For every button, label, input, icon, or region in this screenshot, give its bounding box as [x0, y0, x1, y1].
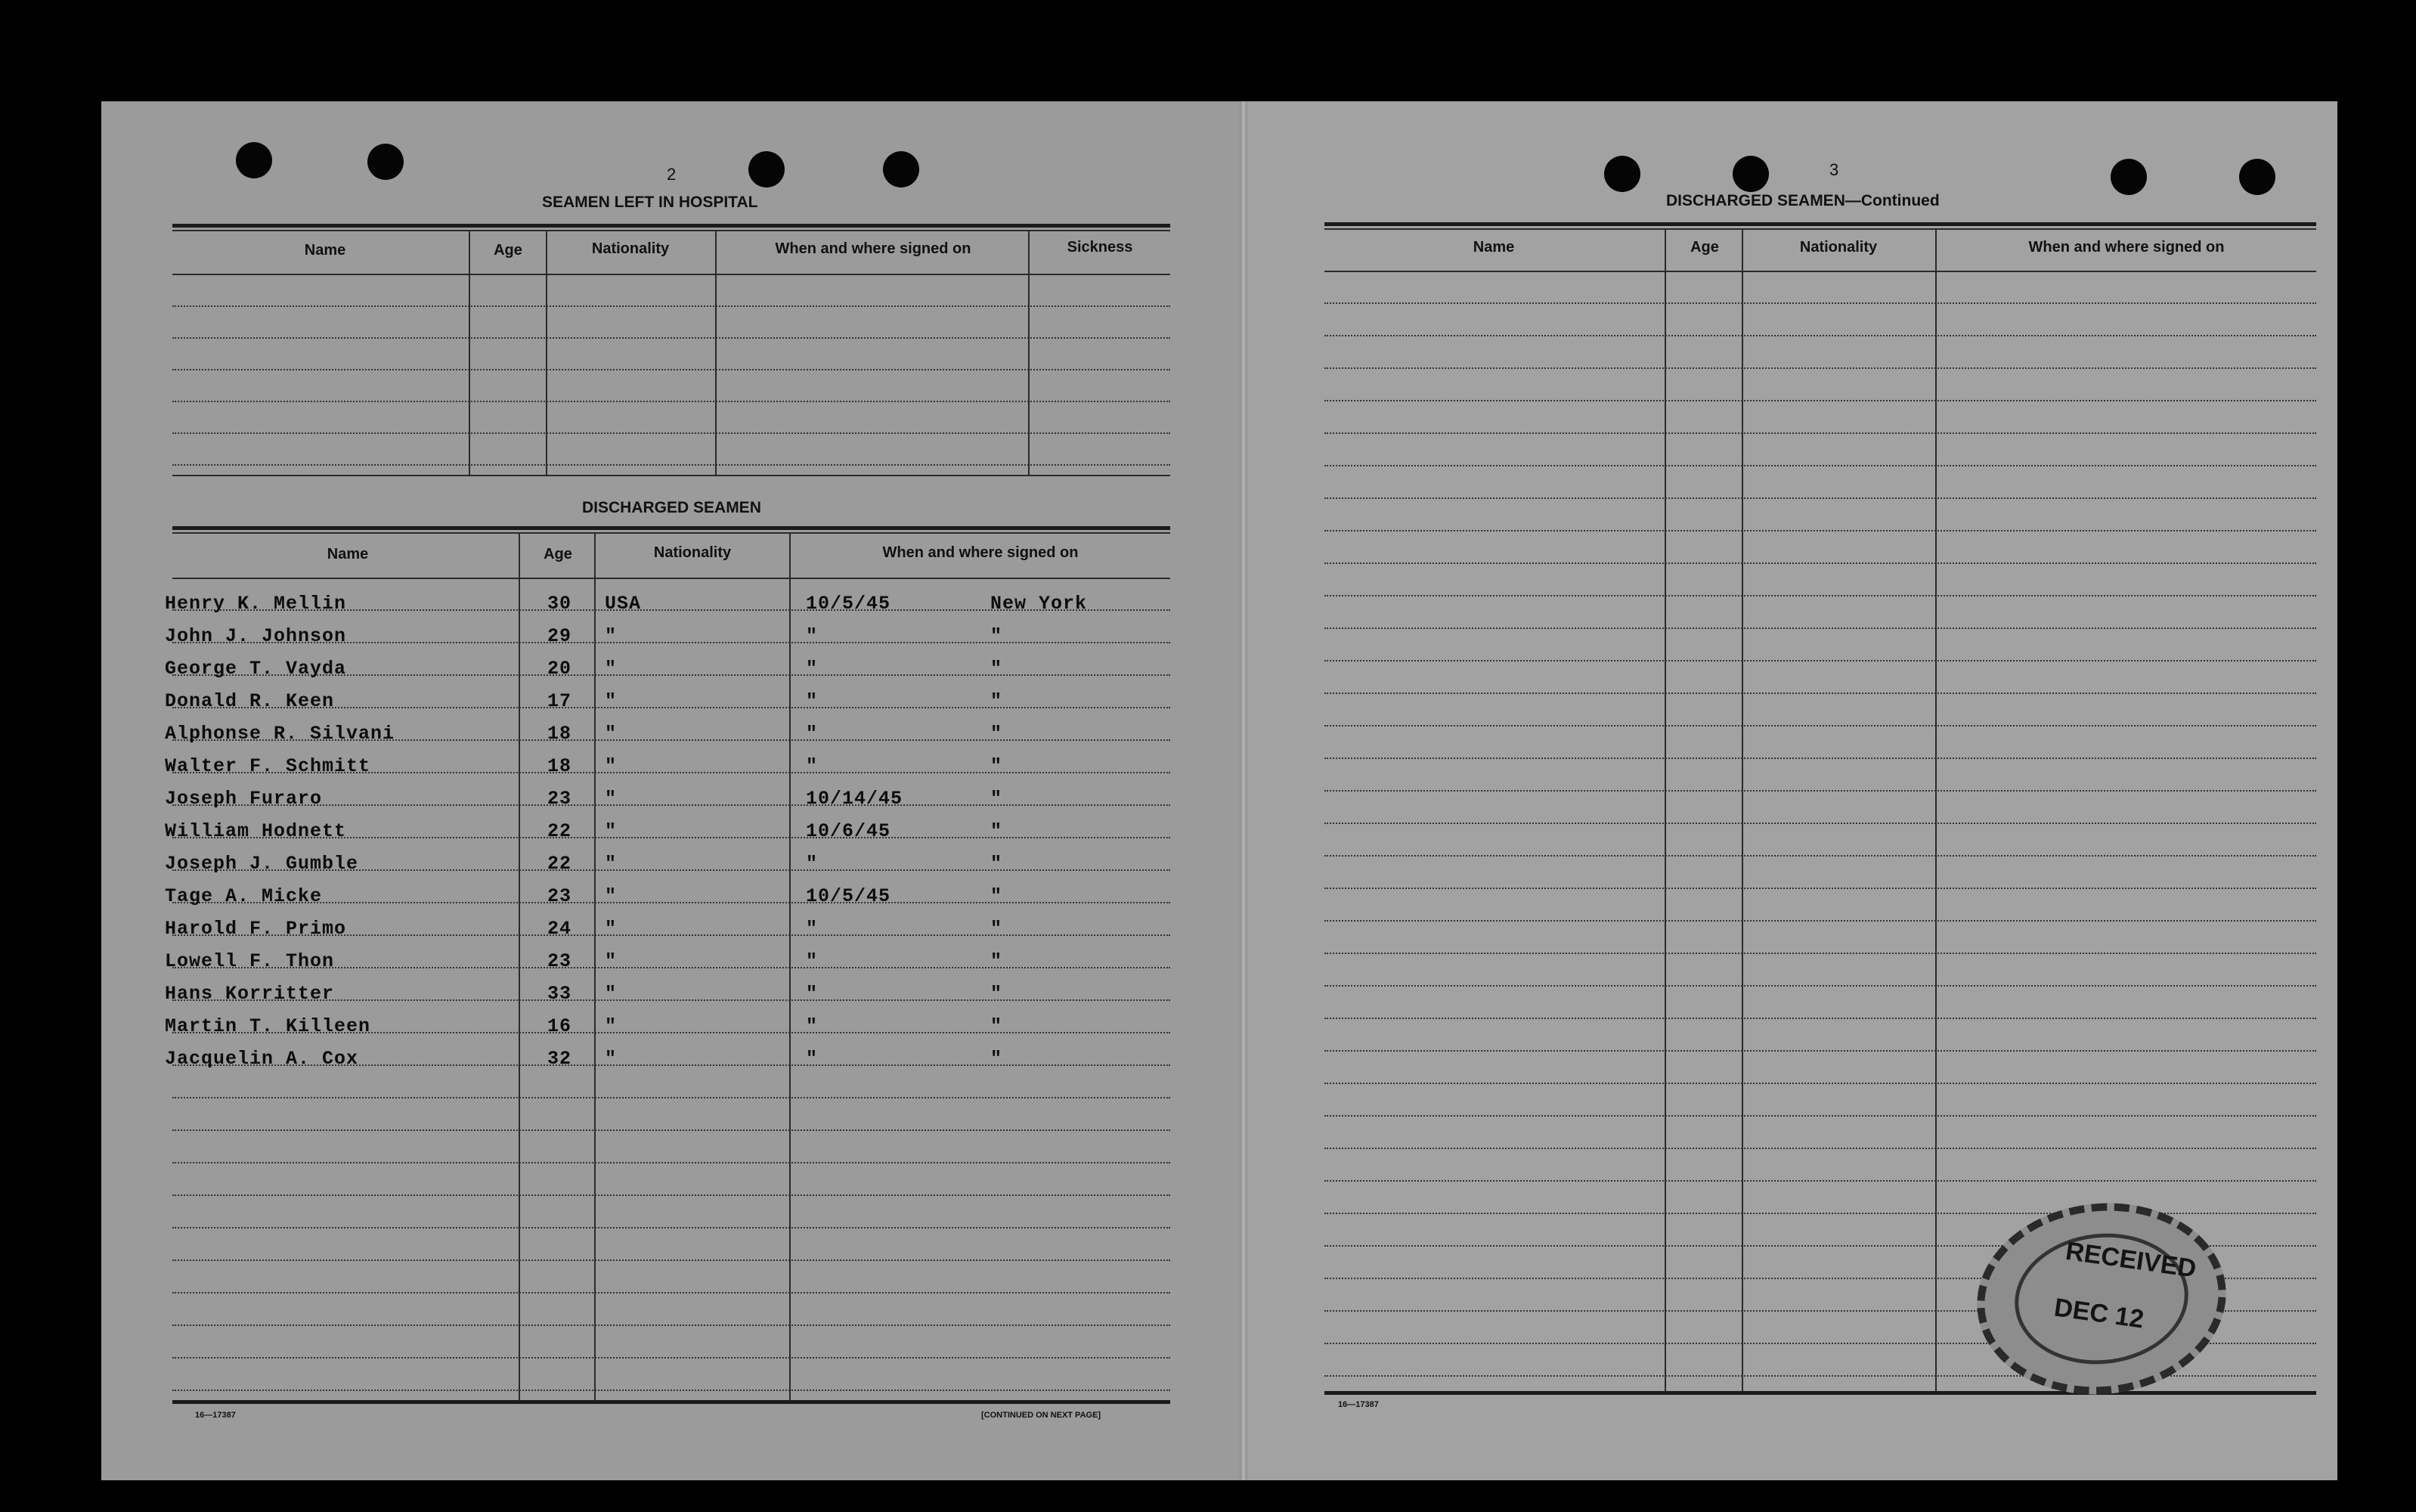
signed-on-date: " [806, 723, 819, 745]
seaman-age: 23 [547, 885, 572, 907]
seaman-nationality: USA [605, 593, 642, 615]
seaman-nationality: " [605, 755, 618, 777]
seaman-name: Alphonse R. Silvani [165, 723, 395, 745]
table-rule [172, 224, 1170, 228]
stamp-word: RECEIVED [2064, 1236, 2198, 1284]
seaman-name: Harold F. Primo [165, 918, 347, 940]
continued-section-title: DISCHARGED SEAMEN—Continued [1666, 192, 1940, 209]
seaman-name: George T. Vayda [165, 658, 347, 680]
seaman-age: 32 [547, 1048, 572, 1070]
seaman-nationality: " [605, 820, 618, 842]
seaman-age: 18 [547, 755, 572, 777]
seaman-nationality: " [605, 690, 618, 712]
signed-on-date: 10/14/45 [806, 788, 903, 810]
seaman-age: 22 [547, 853, 572, 875]
column-header-name: Name [304, 242, 346, 259]
signed-on-place: " [990, 983, 1003, 1005]
table-rule [1324, 222, 2316, 226]
signed-on-place: " [990, 820, 1003, 842]
seaman-nationality: " [605, 983, 618, 1005]
seaman-age: 20 [547, 658, 572, 680]
seaman-age: 29 [547, 625, 572, 647]
punch-hole [2111, 159, 2147, 195]
continued-note: [CONTINUED ON NEXT PAGE] [981, 1411, 1101, 1420]
discharged-section-title: DISCHARGED SEAMEN [582, 499, 761, 516]
seaman-age: 23 [547, 950, 572, 972]
punch-hole [2239, 159, 2275, 195]
page-number: 2 [667, 165, 677, 184]
center-fold [1240, 101, 1247, 1480]
seaman-nationality: " [605, 918, 618, 940]
signed-on-date: " [806, 755, 819, 777]
signed-on-place: " [990, 885, 1003, 907]
seaman-name: Lowell F. Thon [165, 950, 335, 972]
signed-on-place: " [990, 1015, 1003, 1037]
signed-on-date: " [806, 853, 819, 875]
punch-hole [883, 151, 919, 187]
seaman-name: Walter F. Schmitt [165, 755, 371, 777]
seaman-age: 22 [547, 820, 572, 842]
seaman-nationality: " [605, 625, 618, 647]
signed-on-date: " [806, 690, 819, 712]
seaman-nationality: " [605, 658, 618, 680]
signed-on-date: " [806, 950, 819, 972]
seaman-age: 23 [547, 788, 572, 810]
punch-hole [367, 144, 404, 180]
column-header-name: Name [1473, 239, 1515, 256]
seaman-nationality: " [605, 950, 618, 972]
signed-on-date: " [806, 1015, 819, 1037]
seaman-name: Henry K. Mellin [165, 593, 347, 615]
punch-hole [236, 142, 272, 178]
seaman-name: Donald R. Keen [165, 690, 335, 712]
column-header-nationality: Nationality [653, 544, 732, 561]
seaman-age: 33 [547, 983, 572, 1005]
column-header-nationality: Nationality [591, 240, 670, 257]
column-header-age: Age [494, 242, 522, 259]
signed-on-date: 10/5/45 [806, 593, 891, 615]
seaman-age: 18 [547, 723, 572, 745]
signed-on-place: " [990, 1048, 1003, 1070]
signed-on-place: " [990, 625, 1003, 647]
column-header-age: Age [1690, 239, 1719, 256]
punch-hole [1733, 156, 1769, 192]
seaman-age: 30 [547, 593, 572, 615]
seaman-nationality: " [605, 1015, 618, 1037]
signed-on-date: 10/6/45 [806, 820, 891, 842]
seaman-nationality: " [605, 788, 618, 810]
signed-on-place: " [990, 658, 1003, 680]
form-number: 16—17387 [1338, 1400, 1379, 1409]
seaman-age: 16 [547, 1015, 572, 1037]
table-rule [172, 526, 1170, 530]
column-header-name: Name [327, 546, 369, 562]
seaman-name: Tage A. Micke [165, 885, 323, 907]
signed-on-place: " [990, 723, 1003, 745]
seaman-age: 24 [547, 918, 572, 940]
signed-on-date: " [806, 625, 819, 647]
signed-on-place: " [990, 755, 1003, 777]
signed-on-date: " [806, 983, 819, 1005]
signed-on-place: " [990, 690, 1003, 712]
signed-on-place: " [990, 918, 1003, 940]
signed-on-place: " [990, 788, 1003, 810]
punch-hole [748, 151, 785, 187]
page-number: 3 [1829, 160, 1839, 179]
form-number: 16—17387 [195, 1411, 236, 1420]
signed-on-date: " [806, 918, 819, 940]
signed-on-date: " [806, 658, 819, 680]
seaman-name: Martin T. Killeen [165, 1015, 371, 1037]
seaman-name: Joseph Furaro [165, 788, 323, 810]
column-header-age: Age [544, 546, 572, 562]
seaman-nationality: " [605, 1048, 618, 1070]
seaman-nationality: " [605, 853, 618, 875]
column-header-nationality: Nationality [1799, 239, 1878, 256]
signed-on-date: 10/5/45 [806, 885, 891, 907]
seaman-nationality: " [605, 723, 618, 745]
seaman-nationality: " [605, 885, 618, 907]
signed-on-place: " [990, 950, 1003, 972]
seaman-name: William Hodnett [165, 820, 347, 842]
seaman-age: 17 [547, 690, 572, 712]
seaman-name: Hans Korritter [165, 983, 335, 1005]
column-header-signed-on: When and where signed on [775, 240, 971, 257]
seaman-name: Jacquelin A. Cox [165, 1048, 359, 1070]
punch-hole [1604, 156, 1640, 192]
hospital-section-title: SEAMEN LEFT IN HOSPITAL [542, 194, 758, 211]
seaman-name: Joseph J. Gumble [165, 853, 359, 875]
column-header-signed-on: When and where signed on [2028, 239, 2225, 256]
stamp-date: DEC 12 [2052, 1293, 2146, 1334]
seaman-name: John J. Johnson [165, 625, 347, 647]
signed-on-place: " [990, 853, 1003, 875]
signed-on-date: " [806, 1048, 819, 1070]
signed-on-place: New York [990, 593, 1088, 615]
column-header-sickness: Sickness [1067, 239, 1133, 256]
column-header-signed-on: When and where signed on [882, 544, 1079, 561]
